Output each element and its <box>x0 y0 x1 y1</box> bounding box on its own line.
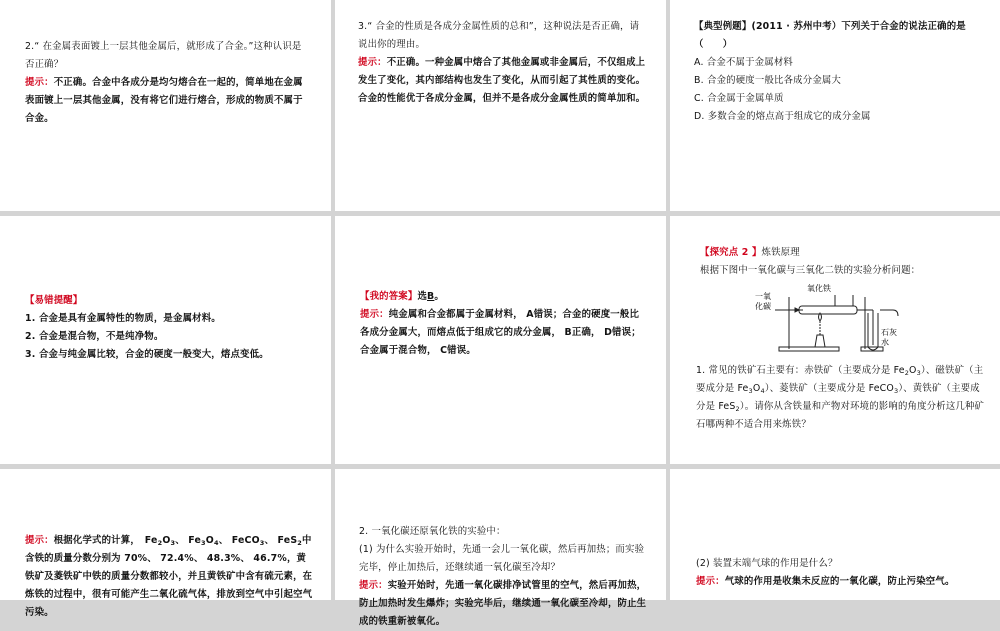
explore-tag: 【探究点 2 】 <box>700 247 762 258</box>
slide-8 <box>335 469 666 627</box>
tip-item-2: 2. 合金是混合物，不是纯净物。 <box>25 331 164 342</box>
hint-label: 提示： <box>360 309 389 320</box>
answer-line <box>360 288 645 306</box>
hint-label: 提示： <box>359 580 388 591</box>
example-tag: 【典型例题】 <box>694 21 752 32</box>
hint-text: 不正确。一种金属中熔合了其他金属或非金属后，不仅组成上发生了变化，其内部结构也发生了变化，从而引起了其性质的变化。合金的性能优于各成分金属，但并不是各成分金属性质的简单加和。 <box>358 57 646 104</box>
answer-prefix: 选 <box>417 291 428 302</box>
slide-7 <box>0 469 331 618</box>
answer-choice: B <box>427 291 435 302</box>
slide-1-content <box>25 38 310 128</box>
hint-text: 纯金属和合金都属于金属材料， A错误；合金的硬度一般比各成分金属大，而熔点低于组成它的成分金属， B正确， D错误；合金属于混合物， C错误。 <box>360 309 641 356</box>
slide-1 <box>0 0 331 211</box>
hint-paragraph <box>358 54 648 108</box>
slide-3 <box>670 0 1000 211</box>
example-header <box>694 18 979 54</box>
slide-7-content <box>25 532 315 622</box>
hint-paragraph <box>25 74 310 128</box>
question-title: 2. 一氧化碳还原氧化铁的实验中： <box>359 526 506 537</box>
hint-text: 实验开始时，先通一氧化碳排净试管里的空气，然后再加热，防止加热时发生爆炸；实验完毕后，继续通一氧化碳至冷却，防止生成的铁重新被氧化。 <box>359 580 647 627</box>
hint-paragraph <box>359 577 649 631</box>
apparatus-svg <box>755 277 905 357</box>
slide-6-header <box>700 244 990 280</box>
hint-paragraph <box>360 306 645 360</box>
hint-paragraph: 提示：根据化学式的计算， $Fe_2O_3$、 $Fe_3O_4$、 FeCO$_3$、 FeS$_2$中含铁的质量分数分别为 70%、 72.4%、 48.3%、 46.7%，黄铁矿及菱铁矿中铁的质量分数都较小，并且黄铁矿中含有硫元素，在炼铁的过程中，很有可能产生二氧化硫气体，排放到空气中引起空气污染。 <box>25 535 313 618</box>
option-b: B. 合金的硬度一般比各成分金属大 <box>694 75 842 86</box>
slide-2-content <box>358 18 648 108</box>
slide-8-content <box>359 523 649 631</box>
option-d: D. 多数合金的熔点高于组成它的成分金属 <box>694 111 871 122</box>
explore-title: 炼铁原理 <box>761 247 800 258</box>
slide-2 <box>335 0 666 211</box>
question-text: 3.“ 合金的性质是各成分金属性质的总和”，这种说法是否正确，请说出你的理由。 <box>358 21 640 50</box>
slide-6-question <box>696 362 986 434</box>
hint-label: 提示： <box>25 77 54 88</box>
hint-text: 气球的作用是收集未反应的一氧化碳，防止污染空气。 <box>724 576 955 587</box>
slide-9-content <box>696 555 986 591</box>
label-co-line2: 化碳 <box>755 302 771 311</box>
hint-label: 提示： <box>25 535 54 546</box>
tip-tag: 【易错提醒】 <box>25 295 83 306</box>
label-fe2o3: 氧化铁 <box>807 284 831 293</box>
hint-paragraph <box>696 573 986 591</box>
hint-text: 不正确。合金中各成分是均匀熔合在一起的，简单地在金属表面镀上一层其他金属，没有将它们进行熔合，形成的物质不属于合金。 <box>25 77 303 124</box>
slide-4 <box>0 216 331 464</box>
example-source: (2011 · 苏州中考）下列关于合金的说法正确的是（ ） <box>694 21 966 50</box>
option-a: A. 合金不属于金属材料 <box>694 57 793 68</box>
hint-label: 提示： <box>696 576 725 587</box>
label-co-line1: 一氧 <box>755 292 771 301</box>
apparatus-diagram <box>755 277 905 357</box>
label-lime-line2: 水 <box>881 338 889 347</box>
explore-title-line <box>700 244 990 262</box>
slide-5-content <box>360 288 645 360</box>
hint-label: 提示： <box>358 57 387 68</box>
tip-item-1: 1. 合金是具有金属特性的物质，是金属材料。 <box>25 313 221 324</box>
question-1: (1) 为什么实验开始时，先通一会儿一氧化碳，然后再加热；而实验完毕，停止加热后，还继续通一氧化碳至冷却？ <box>359 544 645 573</box>
option-c: C. 合金属于金属单质 <box>694 93 784 104</box>
slide-5 <box>335 216 666 464</box>
slide-9 <box>670 469 1000 600</box>
slide-3-content <box>694 18 979 126</box>
answer-tag: 【我的答案】 <box>360 291 418 302</box>
answer-suffix: 。 <box>434 291 444 302</box>
ore-question: 1. 常见的铁矿石主要有：赤铁矿（主要成分是 $Fe_2O_3$）、磁铁矿（主要成分是 $Fe_3O_4$）、菱铁矿（主要成分是 FeCO$_3$）、黄铁矿（主要成分是 FeS$_2$）。请你从含铁量和产物对环境的影响的角度分析这几种矿石哪两种不适合用来炼铁？ <box>696 365 985 430</box>
tip-item-3: 3. 合金与纯金属比较，合金的硬度一般变大，熔点变低。 <box>25 349 269 360</box>
explore-intro: 根据下图中一氧化碳与三氧化二铁的实验分析问题： <box>700 265 921 276</box>
label-lime-line1: 石灰 <box>881 328 897 337</box>
question-text: 2.“ 在金属表面镀上一层其他金属后，就形成了合金。”这种认识是否正确？ <box>25 41 302 70</box>
question-2: (2) 装置末端气球的作用是什么？ <box>696 558 838 569</box>
slide-4-content <box>25 292 315 364</box>
